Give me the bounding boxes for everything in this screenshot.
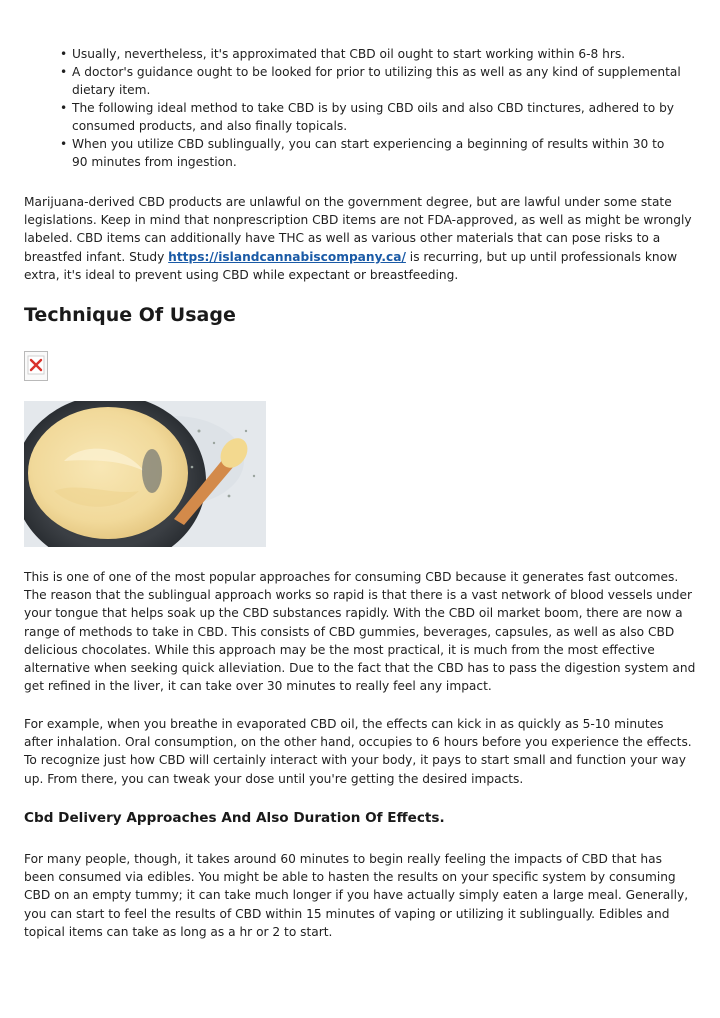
cream-bowl-photo — [24, 401, 266, 547]
paragraph-inhalation: For example, when you breathe in evaporated CBD oil, the effects can kick in as quickly as 5-10 minutes after inhalation. Oral consumption, on the other hand, occupies to 6 hours before you experience the effects. To recognize just how CBD will certainly interact with your body, it pays to start small and function your way up. From there, you can tweak your dose until you're getting the desired impacts. — [24, 717, 692, 786]
bullet-list — [62, 45, 682, 171]
cream-bowl-illustration — [24, 401, 266, 547]
bullet-text: The following ideal method to take CBD is by using CBD oils and also CBD tinctures, adhered to by consumed products, and also finally topicals. — [72, 101, 675, 133]
paragraph-legal: Marijuana-derived CBD products are unlawful on the government degree, but are lawful under some state legislations. Keep in mind that nonprescription CBD items are not FDA-approved, as well as might be wrongly labeled. CBD items can additionally have THC as well as various other materials that can pose risks to a breastfed infant. Study https://islandcannabiscompany.ca/ is recurring, but up until professionals know extra, it's ideal to prevent using CBD while expectant or breastfeeding. — [24, 195, 692, 282]
bullet-text: Usually, nevertheless, it's approximated that CBD oil ought to start working within 6-8 hrs. — [72, 47, 626, 61]
paragraph-sublingual: This is one of one of the most popular approaches for consuming CBD because it generates fast outcomes. The reason that the sublingual approach works so rapid is that there is a vast network of blood vessels under your tongue that helps soak up the CBD substances rapidly. With the CBD oil market boom, there are now a range of methods to take in CBD. This consists of CBD gummies, beverages, capsules, as well as also CBD delicious chocolates. While this approach may be the most practical, it is much from the most effective alternative when seeking quick alleviation. Due to the fact that the CBD has to pass the digestion system and get refined in the liver, it can take over 30 minutes to really feel any impact. — [24, 570, 696, 694]
heading-technique: Technique Of Usage — [24, 304, 236, 326]
broken-image-placeholder — [24, 351, 48, 381]
bullet-item: • When you utilize CBD sublingually, you can start experiencing a beginning of results within 30 to 90 minutes from ingestion. — [60, 137, 665, 169]
broken-image-icon — [25, 352, 47, 380]
bullet-item: • A doctor's guidance ought to be looked for prior to utilizing this as well as any kind of supplemental dietary item. — [60, 65, 681, 97]
bullet-text: A doctor's guidance ought to be looked for prior to utilizing this as well as any kind of supplemental dietary item. — [72, 65, 681, 97]
bullet-item: • The following ideal method to take CBD is by using CBD oils and also CBD tinctures, adhered to by consumed products, and also finally topicals. — [60, 101, 675, 133]
company-link[interactable]: https://islandcannabiscompany.ca/ — [168, 249, 406, 264]
bullet-text: When you utilize CBD sublingually, you can start experiencing a beginning of results within 30 to 90 minutes from ingestion. — [72, 137, 665, 169]
heading-delivery: Cbd Delivery Approaches And Also Duration Of Effects. — [24, 810, 445, 826]
bullet-item: • Usually, nevertheless, it's approximated that CBD oil ought to start working within 6-8 hrs. — [60, 47, 626, 61]
paragraph-edibles: For many people, though, it takes around 60 minutes to begin really feeling the impacts of CBD that has been consumed via edibles. You might be able to hasten the results on your specific system by consuming CBD on an empty tummy; it can take much longer if you have actually simply eaten a large meal. Generally, you can start to feel the results of CBD within 15 minutes of vaping or utilizing it sublingually. Edibles and topical items can take as long as a hr or 2 to start. — [24, 852, 689, 939]
